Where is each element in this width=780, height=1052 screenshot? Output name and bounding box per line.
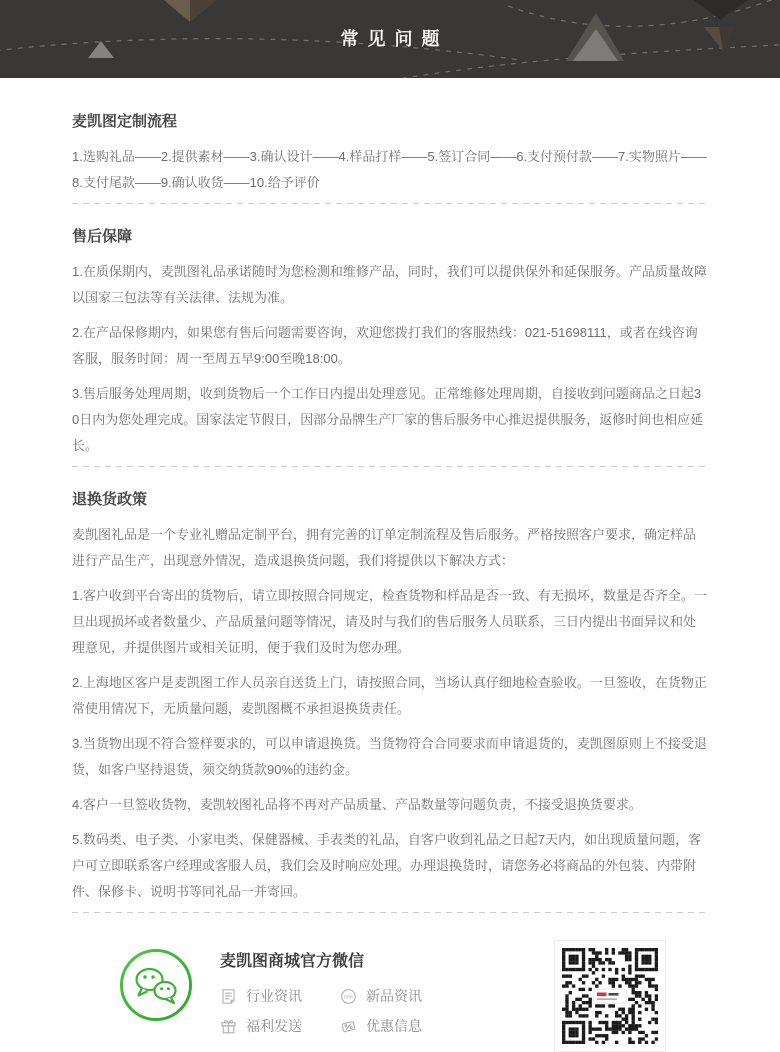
footer-item-label: 优惠信息 xyxy=(366,1018,422,1034)
paragraph: 1.客户收到平台寄出的货物后，请立即按照合同规定，检查货物和样品是否一致、有无损坏，数量是否齐全。一旦出现损坏或者数量少、产品质量问题等情况，请及时与我们的售后服务人员联系，三日内提出书面异议和处理意见，并提供图片或相关证明，便于我们及时为您办理。 xyxy=(72,588,707,655)
paragraph: 4.客户一旦签收货物，麦凯较图礼品将不再对产品质量、产品数量等问题负责，不接受退换货要求。 xyxy=(72,797,642,812)
wechat-footer xyxy=(72,936,708,1052)
footer-item-discounts xyxy=(340,1016,422,1036)
page-header xyxy=(0,0,780,78)
dashed-divider xyxy=(72,912,708,913)
dashed-divider xyxy=(72,203,708,204)
section-heading: 麦凯图定制流程 xyxy=(72,113,178,130)
footer-feature-grid xyxy=(220,986,422,1036)
footer-item-benefits xyxy=(220,1016,302,1036)
paragraph: 3.售后服务处理周期，收到货物后一个工作日内提出处理意见。正常维修处理周期，自接收到问题商品之日起30日内为您处理完成。国家法定节假日，因部分品牌生产厂家的售后服务中心推迟提供服务，返修时间也相应延长。 xyxy=(72,386,704,453)
qr-code-image xyxy=(562,948,658,1044)
section-custom-process xyxy=(72,112,708,196)
section-after-sales xyxy=(72,227,708,459)
paragraph: 2.上海地区客户是麦凯图工作人员亲自送货上门，请按照合同，当场认真仔细地检查验收。一旦签收，在货物正常使用情况下，无质量问题，麦凯图概不承担退换货责任。 xyxy=(72,675,707,716)
page-title: 常见问题 xyxy=(340,29,449,49)
dashed-divider xyxy=(72,466,708,467)
paragraph: 2.在产品保修期内，如果您有售后问题需要咨询，欢迎您拨打我们的客服热线：021-51698111，或者在线咨询客服，服务时间：周一至周五早9:00至晚18:00。 xyxy=(72,325,698,366)
footer-info xyxy=(220,940,422,1036)
qr-code xyxy=(554,940,666,1052)
paragraph: 3.当货物出现不符合签样要求的，可以申请退换货。当货物符合合同要求而申请退货的，麦凯图原则上不接受退货，如客户坚持退货，须交纳货款90%的违约金。 xyxy=(72,736,707,777)
paragraph: 麦凯图礼品是一个专业礼赠品定制平台，拥有完善的订单定制流程及售后服务。严格按照客户要求，确定样品进行产品生产，出现意外情况，造成退换货问题，我们将提供以下解决方式： xyxy=(72,527,697,568)
paragraph: 1.在质保期内，麦凯图礼品承诺随时为您检测和维修产品，同时，我们可以提供保外和延保服务。产品质量故障以国家三包法等有关法律、法规为准。 xyxy=(72,264,707,305)
svg-text:new: new xyxy=(343,993,354,1000)
gift-icon xyxy=(220,1018,237,1035)
footer-item-new-products xyxy=(340,986,422,1006)
wechat-account-title: 麦凯图商城官方微信 xyxy=(220,953,365,970)
footer-item-label: 福利发送 xyxy=(246,1018,302,1034)
footer-item-industry-news xyxy=(220,986,302,1006)
process-steps-text: 1.选购礼品——2.提供素材——3.确认设计——4.样品打样——5.签订合同——6.支付预付款——7.实物照片——8.支付尾款——9.确认收货——10.给予评价 xyxy=(72,149,707,190)
section-return-policy xyxy=(72,490,708,905)
discount-tag-icon xyxy=(340,1018,357,1035)
news-doc-icon xyxy=(220,988,237,1005)
content xyxy=(0,78,780,1052)
new-badge-icon xyxy=(340,988,357,1005)
footer-item-label: 行业资讯 xyxy=(246,988,302,1004)
paragraph: 5.数码类、电子类、小家电类、保健器械、手表类的礼品，自客户收到礼品之日起7天内，如出现质量问题，客户可立即联系客户经理或客服人员，我们会及时响应处理。办理退换货时，请您务必将商品的外包装、内带附件、保修卡、说明书等同礼品一并寄回。 xyxy=(72,832,702,899)
section-heading: 退换货政策 xyxy=(72,491,148,508)
wechat-icon xyxy=(118,947,194,1023)
footer-item-label: 新品资讯 xyxy=(366,988,422,1004)
section-heading: 售后保障 xyxy=(72,228,133,245)
